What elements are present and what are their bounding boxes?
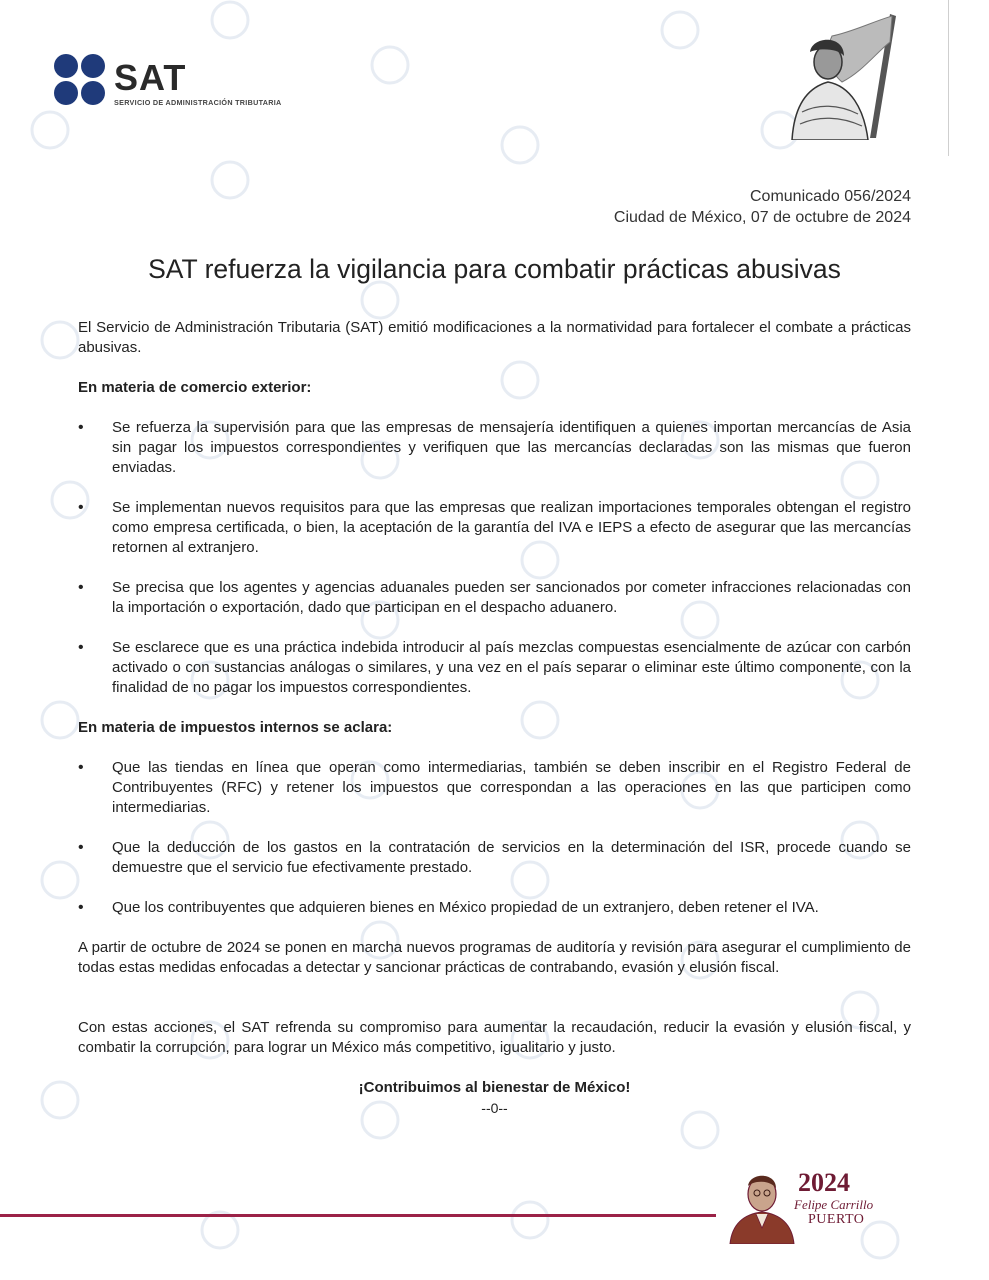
section1-heading: En materia de comercio exterior: [78, 379, 312, 396]
closing-slogan: ¡Contribuimos al bienestar de México! [358, 1079, 631, 1096]
footer-name-line1: Felipe Carrillo [794, 1197, 874, 1212]
bullet-icon: • [78, 759, 84, 776]
bullet-icon: • [78, 419, 84, 436]
footer-2024-logo [722, 1166, 882, 1244]
list-item-text: Que los contribuyentes que adquieren bienes en México propiedad de un extranjero, deben retener el IVA. [112, 899, 819, 916]
heroine-flag-illustration [772, 12, 898, 140]
place-date: Ciudad de México, 07 de octubre de 2024 [613, 209, 911, 226]
sat-logo-dots-icon [54, 54, 108, 106]
sat-wordmark: SAT [114, 57, 187, 98]
sat-logo [54, 54, 314, 110]
list-item-text: Se precisa que los agentes y agencias aduanales pueden ser sancionados por cometer infracciones relacionadas con la importación o exportación, dado que participan en el despacho aduanero. [112, 579, 911, 616]
communique-meta [614, 186, 911, 228]
end-marker: --0-- [481, 1100, 508, 1116]
bullet-icon: • [78, 499, 84, 516]
bullet-icon: • [78, 639, 84, 656]
intro-paragraph: El Servicio de Administración Tributaria (SAT) emitió modificaciones a la normatividad para fortalecer el combate a prácticas abusivas. [78, 319, 911, 356]
list-item-text: Que la deducción de los gastos en la contratación de servicios en la determinación del ISR, procede cuando se demuestre que el servicio fue efectivamente prestado. [112, 839, 911, 876]
sat-tagline: SERVICIO DE ADMINISTRACIÓN TRIBUTARIA [114, 98, 282, 107]
footer-rule [0, 1214, 716, 1217]
list-item-text: Que las tiendas en línea que operan como intermediarias, también se deben inscribir en el Registro Federal de Contribuyentes (RFC) y retener los impuestos que correspondan a las operaciones en las que participen como intermediarias. [112, 759, 911, 816]
page-title: SAT refuerza la vigilancia para combatir prácticas abusivas [148, 254, 841, 284]
commitment-paragraph: Con estas acciones, el SAT refrenda su compromiso para aumentar la recaudación, reducir la evasión y elusión fiscal, y combatir la corrupción, para lograr un México más competitivo, igualitario y justo. [78, 1019, 911, 1056]
corner-watermark: 大数跨境 [14, 1251, 86, 1271]
bullet-icon: • [78, 899, 84, 916]
bullet-icon: • [78, 579, 84, 596]
list-item-text: Se refuerza la supervisión para que las empresas de mensajería identifiquen a quienes importan mercancías de Asia sin pagar los impuestos correspondientes y verifiquen que las mercancías declaradas son las mismas que fueron enviadas. [112, 419, 911, 476]
footer-name-line2: PUERTO [808, 1212, 865, 1227]
section2-heading: En materia de impuestos internos se aclara: [78, 719, 393, 736]
communique-number: Comunicado 056/2024 [749, 188, 911, 205]
bullet-icon: • [78, 839, 84, 856]
footer-year: 2024 [798, 1168, 850, 1197]
list-item-text: Se implementan nuevos requisitos para que las empresas que realizan importaciones temporales obtengan el registro como empresa certificada, o bien, la aceptación de la garantía del IVA e IEPS a efecto de asegurar que las mercancías retornen al extranjero. [112, 499, 911, 556]
list-item-text: Se esclarece que es una práctica indebida introducir al país mezclas compuestas esencialmente de azúcar con carbón activado o con sustancias análogas o similares, y una vez en el país separar o eliminar este último componente, con la finalidad de no pagar los impuestos correspondientes. [112, 639, 911, 696]
audit-paragraph: A partir de octubre de 2024 se ponen en marcha nuevos programas de auditoría y revisión para asegurar el cumplimiento de todas estas medidas enfocadas a detectar y sancionar prácticas de contrabando, evasión y elusión fiscal. [78, 939, 911, 976]
header-divider [948, 0, 949, 156]
portrait-illustration [722, 1166, 796, 1244]
